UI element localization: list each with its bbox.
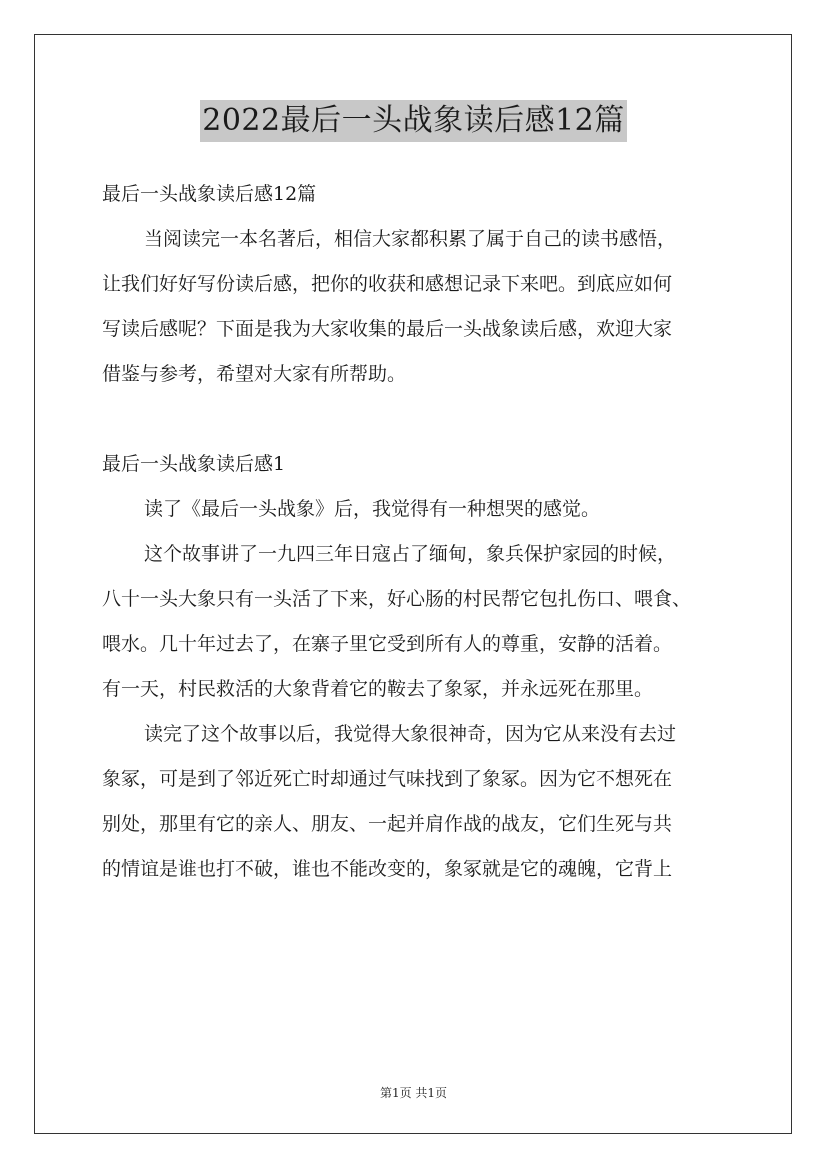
intro-line: 借鉴与参考，希望对大家有所帮助。 bbox=[102, 363, 407, 385]
body-line: 喂水。几十年过去了，在寨子里它受到所有人的尊重，安静的活着。 bbox=[102, 633, 673, 655]
title-container bbox=[0, 100, 827, 142]
intro-line: 当阅读完一本名著后，相信大家都积累了属于自己的读书感悟， bbox=[144, 228, 677, 250]
body-line: 有一天，村民救活的大象背着它的鞍去了象冢，并永远死在那里。 bbox=[102, 678, 654, 700]
section-heading: 最后一头战象读后感1 bbox=[102, 453, 286, 475]
body-line: 这个故事讲了一九四三年日寇占了缅甸，象兵保护家园的时候， bbox=[144, 543, 677, 565]
body-line: 的情谊是谁也打不破，谁也不能改变的，象冢就是它的魂魄，它背上 bbox=[102, 858, 673, 880]
page-number: 第1页 共1页 bbox=[379, 1086, 448, 1100]
body-line: 别处，那里有它的亲人、朋友、一起并肩作战的战友，它们生死与共 bbox=[102, 813, 673, 835]
body-line: 读了《最后一头战象》后，我觉得有一种想哭的感觉。 bbox=[144, 498, 601, 520]
page-footer bbox=[0, 1084, 827, 1101]
blank-line bbox=[102, 397, 742, 442]
body-line: 象冢，可是到了邻近死亡时却通过气味找到了象冢。因为它不想死在 bbox=[102, 768, 673, 790]
document-title: 2022最后一头战象读后感12篇 bbox=[200, 100, 627, 142]
subtitle: 最后一头战象读后感12篇 bbox=[102, 183, 317, 205]
body-line: 读完了这个故事以后，我觉得大象很神奇，因为它从来没有去过 bbox=[144, 723, 677, 745]
document-body bbox=[102, 172, 742, 892]
intro-line: 写读后感呢？下面是我为大家收集的最后一头战象读后感，欢迎大家 bbox=[102, 318, 673, 340]
intro-line: 让我们好好写份读后感，把你的收获和感想记录下来吧。到底应如何 bbox=[102, 273, 673, 295]
body-line: 八十一头大象只有一头活了下来，好心肠的村民帮它包扎伤口、喂食、 bbox=[102, 588, 692, 610]
